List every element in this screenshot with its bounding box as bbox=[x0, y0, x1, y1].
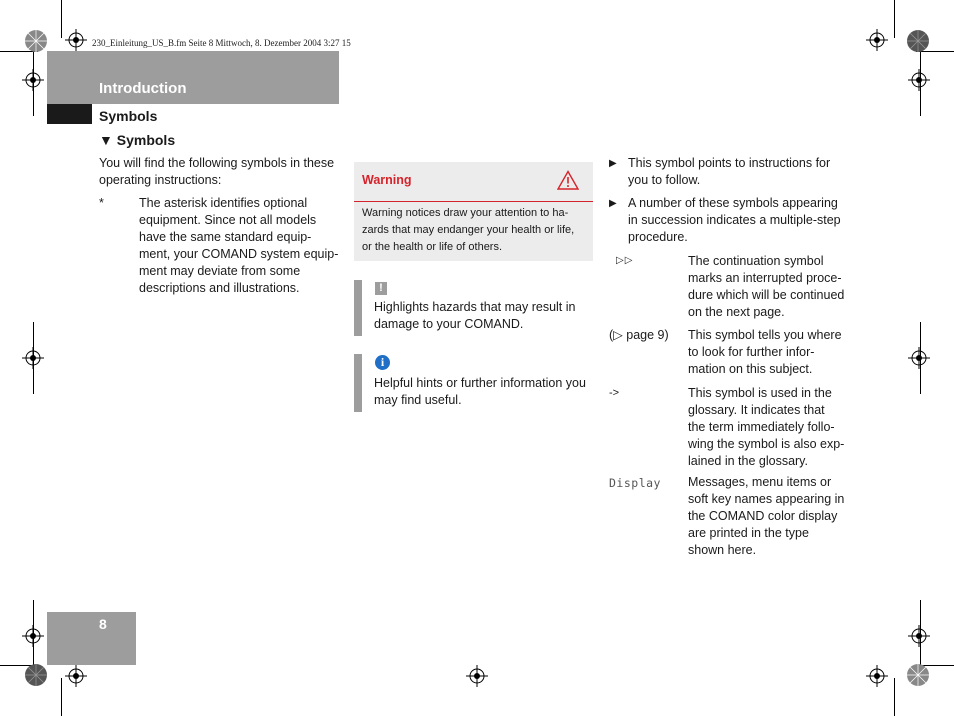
page-number-box bbox=[47, 612, 136, 665]
asterisk-symbol: * bbox=[99, 196, 104, 210]
section-tab-marker bbox=[47, 104, 92, 124]
print-star-mark-icon bbox=[24, 29, 48, 53]
registration-mark-icon bbox=[866, 29, 888, 51]
text-line: lained in the glossary. bbox=[688, 454, 808, 468]
print-star-mark-icon bbox=[906, 663, 930, 687]
text-line: you to follow. bbox=[628, 173, 701, 187]
glossary-arrow-symbol: -> bbox=[609, 387, 620, 399]
text-line: marks an interrupted proce- bbox=[688, 271, 842, 285]
text-line: the COMAND color display bbox=[688, 509, 838, 523]
info-icon: i bbox=[375, 355, 390, 370]
file-info: 230_Einleitung_US_B.fm Seite 8 Mittwoch, 8. Dezember 2004 3:27 15 bbox=[92, 38, 351, 48]
symbol-description bbox=[688, 253, 850, 321]
text-line: have the same standard equip- bbox=[139, 230, 312, 244]
text-line: dure which will be continued bbox=[688, 288, 845, 302]
text-line: may find useful. bbox=[374, 393, 462, 407]
bullet-text bbox=[628, 195, 853, 246]
print-star-mark-icon bbox=[906, 29, 930, 53]
text-line: equipment. Since not all models bbox=[139, 213, 317, 227]
text-line: the term immediately follo- bbox=[688, 420, 835, 434]
text-line: glossary. It indicates that bbox=[688, 403, 825, 417]
symbol-description bbox=[688, 385, 850, 470]
text-line: The asterisk identifies optional bbox=[139, 196, 308, 210]
subsection-title-text: Symbols bbox=[116, 132, 176, 148]
symbol-description bbox=[688, 474, 850, 559]
subsection-title bbox=[99, 132, 175, 148]
text-line: on the next page. bbox=[688, 305, 785, 319]
continuation-symbol: ▷▷ bbox=[616, 255, 634, 266]
text-line: Highlights hazards that may result in bbox=[374, 300, 576, 314]
registration-mark-icon bbox=[22, 347, 44, 369]
registration-mark-icon bbox=[908, 625, 930, 647]
step-triangle-icon: ▶ bbox=[609, 158, 617, 169]
chapter-header bbox=[47, 51, 339, 104]
asterisk-description bbox=[139, 195, 339, 297]
registration-mark-icon bbox=[908, 69, 930, 91]
registration-mark-icon bbox=[908, 347, 930, 369]
text-line: or the health or life of others. bbox=[362, 241, 503, 253]
warning-text bbox=[362, 205, 590, 256]
print-star-mark-icon bbox=[24, 663, 48, 687]
text-line: Helpful hints or further information you bbox=[374, 376, 586, 390]
page-reference-symbol: (▷ page 9) bbox=[609, 328, 669, 342]
registration-mark-icon bbox=[65, 665, 87, 687]
text-line: shown here. bbox=[688, 543, 757, 557]
text-line: descriptions and illustrations. bbox=[139, 281, 300, 295]
text-line: ment may deviate from some bbox=[139, 264, 301, 278]
crop-mark bbox=[61, 678, 62, 716]
exclamation-icon: ! bbox=[375, 282, 387, 295]
chapter-title: Introduction bbox=[99, 80, 187, 97]
symbol-description bbox=[688, 327, 850, 378]
crop-mark bbox=[894, 678, 895, 716]
text-line: ment, your COMAND system equip- bbox=[139, 247, 339, 261]
registration-mark-icon bbox=[22, 69, 44, 91]
intro-text: You will find the following symbols in these operating instructions: bbox=[99, 156, 335, 187]
text-line: Messages, menu items or bbox=[688, 475, 832, 489]
step-triangle-icon: ▶ bbox=[609, 198, 617, 209]
info-note-text bbox=[374, 375, 596, 409]
text-line: This symbol points to instructions for bbox=[628, 156, 831, 170]
bullet-text bbox=[628, 155, 853, 189]
crop-mark bbox=[894, 0, 895, 38]
text-line: procedure. bbox=[628, 230, 688, 244]
text-line: This symbol is used in the bbox=[688, 386, 832, 400]
caution-note-text bbox=[374, 299, 596, 333]
registration-mark-icon bbox=[22, 625, 44, 647]
text-line: This symbol tells you where bbox=[688, 328, 842, 342]
text-line: to look for further infor- bbox=[688, 345, 815, 359]
warning-header bbox=[354, 162, 593, 202]
warning-label: Warning bbox=[362, 173, 412, 187]
info-note-bar bbox=[354, 354, 362, 412]
crop-mark bbox=[61, 0, 62, 38]
text-line: A number of these symbols appearing bbox=[628, 196, 838, 210]
text-line: mation on this subject. bbox=[688, 362, 813, 376]
text-line: wing the symbol is also exp- bbox=[688, 437, 845, 451]
text-line: The continuation symbol bbox=[688, 254, 824, 268]
text-line: damage to your COMAND. bbox=[374, 317, 524, 331]
caution-note-bar bbox=[354, 280, 362, 336]
warning-triangle-icon bbox=[557, 170, 579, 190]
text-line: soft key names appearing in bbox=[688, 492, 845, 506]
warning-box bbox=[354, 162, 593, 261]
display-font-sample: Display bbox=[609, 476, 661, 490]
registration-mark-icon bbox=[466, 665, 488, 687]
triangle-down-icon: ▼ bbox=[99, 132, 113, 148]
section-title: Symbols bbox=[99, 108, 158, 124]
registration-mark-icon bbox=[65, 29, 87, 51]
text-line: in succession indicates a multiple-step bbox=[628, 213, 841, 227]
text-line: are printed in the type bbox=[688, 526, 809, 540]
registration-mark-icon bbox=[866, 665, 888, 687]
text-line: Warning notices draw your attention to ha- bbox=[362, 207, 569, 219]
text-line: zards that may endanger your health or life, bbox=[362, 224, 575, 236]
page-number: 8 bbox=[99, 616, 107, 632]
